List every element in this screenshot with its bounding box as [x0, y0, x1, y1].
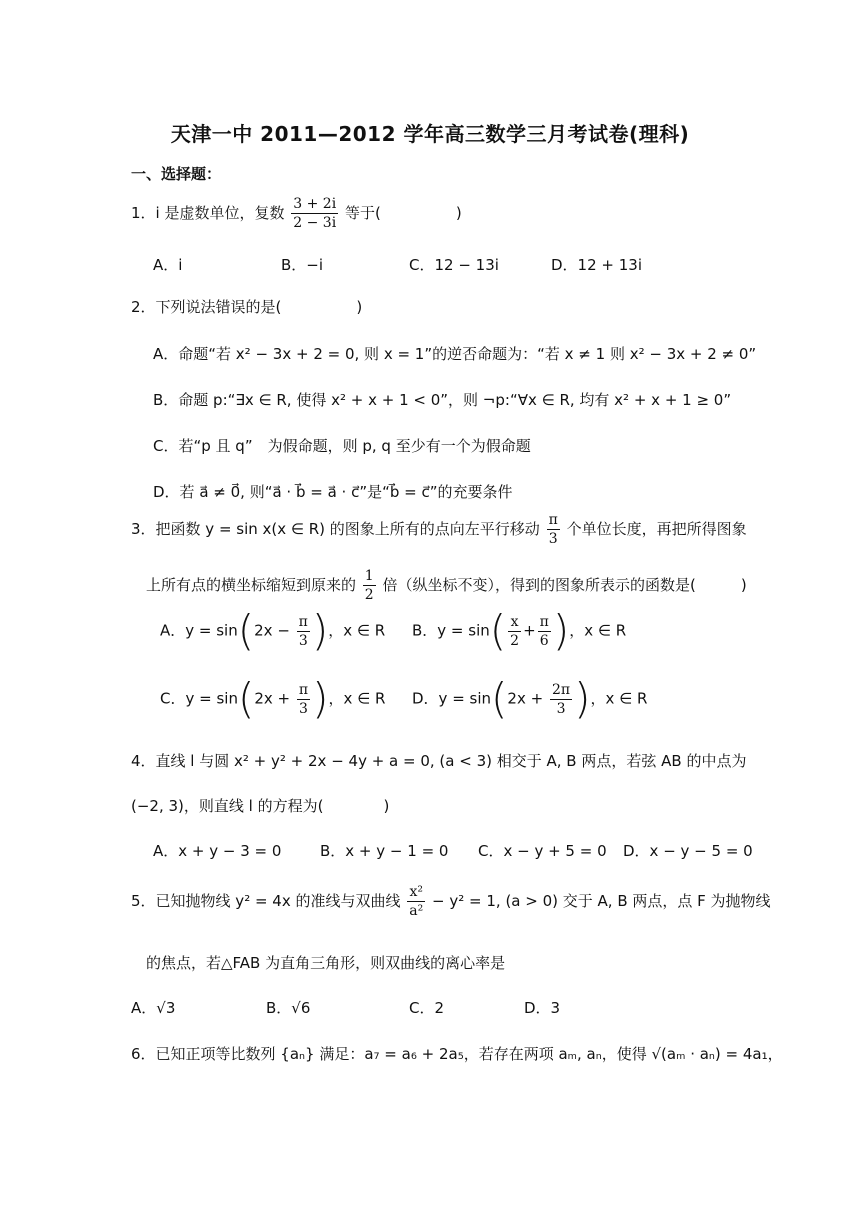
question-2-option-d: D．若 a⃗ ≠ 0⃗, 则“a⃗ · b⃗ = a⃗ · c⃗”是“b⃗ = c⃗”的充要条件 — [153, 483, 513, 501]
left-paren: ( — [237, 674, 255, 723]
fraction-denominator: 3 — [556, 700, 566, 717]
question-6-line-1: 6．已知正项等比数列 {aₙ} 满足：a₇ = a₆ + 2a₅，若存在两项 aₘ, aₙ，使得 √(aₘ · aₙ) = 4a₁， — [131, 1045, 783, 1063]
question-4-option-c: C．x − y + 5 = 0 — [478, 842, 607, 860]
left-paren: ( — [491, 674, 508, 723]
question-2-option-c: C．若“p 且 q” 为假命题，则 p, q 至少有一个为假命题 — [153, 437, 531, 455]
option-suffix: ，x ∈ R — [328, 689, 386, 708]
fraction-numerator: π — [298, 681, 309, 698]
option-fraction — [508, 613, 521, 650]
fraction-numerator: 1 — [364, 568, 374, 584]
fraction-numerator: 2π — [551, 681, 571, 698]
left-paren: ( — [489, 606, 507, 655]
question-1-fraction — [291, 195, 338, 232]
question-3-text-end: 个单位长度，再把所得图象 — [566, 520, 747, 538]
left-paren: ( — [237, 606, 255, 655]
fraction-denominator: 2 — [364, 587, 374, 603]
question-5-option-c: C．2 — [409, 999, 445, 1017]
option-prefix: C．y = sin — [160, 689, 238, 708]
question-1-option-a: A．i — [153, 256, 183, 274]
question-3-fraction-shift — [547, 511, 560, 548]
question-1-option-d: D．12 + 13i — [551, 256, 642, 274]
fraction-numerator: π — [539, 613, 549, 630]
question-4-line-2: (−2, 3)，则直线 l 的方程为( ) — [131, 797, 390, 815]
question-3-option-b — [412, 606, 627, 655]
question-4-line-1: 4．直线 l 与圆 x² + y² + 2x − 4y + a = 0, (a < 3) 相交于 A, B 两点，若弦 AB 的中点为 — [131, 752, 747, 770]
option-prefix: A．y = sin — [160, 621, 238, 640]
fraction-numerator: π — [298, 613, 308, 630]
right-paren: ) — [574, 674, 591, 723]
question-3-line-1 — [131, 511, 747, 548]
fraction-denominator: 2 − 3i — [293, 215, 337, 231]
fraction-numerator: x² — [407, 883, 425, 902]
question-4-option-b: B．x + y − 1 = 0 — [320, 842, 449, 860]
option-suffix: ，x ∈ R — [328, 621, 386, 640]
question-1-text: 1．i 是虚数单位，复数 — [131, 204, 285, 222]
exam-title: 天津一中 2011—2012 学年高三数学三月考试卷(理科) — [170, 122, 690, 146]
option-fraction — [550, 681, 572, 718]
question-3-line-2 — [146, 567, 747, 604]
question-3-fraction-scale — [363, 567, 376, 604]
question-4-option-a: A．x + y − 3 = 0 — [153, 842, 282, 860]
question-5-fraction — [407, 883, 425, 920]
option-fraction — [538, 613, 551, 650]
fraction-numerator: π — [548, 512, 558, 528]
right-paren: ) — [552, 606, 570, 655]
right-paren: ) — [312, 674, 329, 723]
fraction-numerator: 3 + 2i — [293, 196, 337, 212]
question-5-text: 5．已知抛物线 y² = 4x 的准线与双曲线 — [131, 892, 401, 910]
question-3-option-c — [160, 674, 386, 723]
question-2-stem: 2．下列说法错误的是( ) — [131, 298, 363, 316]
question-2-option-a: A．命题“若 x² − 3x + 2 = 0, 则 x = 1”的逆否命题为：“若 x ≠ 1 则 x² − 3x + 2 ≠ 0” — [153, 345, 757, 363]
question-5-option-b: B．√6 — [266, 999, 311, 1017]
option-operator: + — [523, 621, 536, 640]
fraction-denominator: 3 — [299, 700, 308, 717]
option-inner: 2x + — [254, 689, 291, 708]
question-5-line-1 — [131, 883, 771, 920]
question-5-line-2: 的焦点，若△FAB 为直角三角形，则双曲线的离心率是 — [146, 954, 506, 972]
fraction-denominator: 2 — [510, 632, 520, 649]
question-1-option-b: B．−i — [281, 256, 324, 274]
option-suffix: ，x ∈ R — [590, 689, 648, 708]
question-3-option-a — [160, 606, 386, 655]
question-3-text-end: 倍（纵坐标不变），得到的图象所表示的函数是( ) — [382, 576, 747, 594]
question-3-text: 上所有点的横坐标缩短到原来的 — [146, 576, 357, 594]
question-3-option-d — [412, 674, 648, 723]
option-fraction — [297, 613, 310, 650]
fraction-denominator: a² — [409, 903, 424, 919]
question-1-text-end: 等于( ) — [344, 204, 462, 222]
fraction-denominator: 6 — [539, 632, 549, 649]
right-paren: ) — [311, 606, 329, 655]
option-inner: 2x − — [254, 621, 290, 640]
fraction-denominator: 3 — [298, 632, 308, 649]
question-3-text: 3．把函数 y = sin x(x ∈ R) 的图象上所有的点向左平行移动 — [131, 520, 540, 538]
question-1-stem — [131, 195, 462, 232]
question-5-text-end: − y² = 1, (a > 0) 交于 A, B 两点，点 F 为抛物线 — [432, 892, 771, 910]
section-heading: 一、选择题： — [131, 165, 222, 183]
question-1-option-c: C．12 − 13i — [409, 256, 499, 274]
question-4-option-d: D．x − y − 5 = 0 — [623, 842, 753, 860]
option-prefix: D．y = sin — [412, 689, 492, 708]
question-2-option-b: B．命题 p:“∃x ∈ R, 使得 x² + x + 1 < 0”，则 ¬p:“∀x ∈ R, 均有 x² + x + 1 ≥ 0” — [153, 391, 732, 409]
option-fraction — [297, 681, 310, 718]
option-suffix: ，x ∈ R — [569, 621, 627, 640]
question-5-option-a: A．√3 — [131, 999, 176, 1017]
option-prefix: B．y = sin — [412, 621, 490, 640]
fraction-denominator: 3 — [548, 531, 558, 547]
fraction-numerator: x — [508, 613, 521, 632]
option-inner: 2x + — [507, 689, 544, 708]
question-5-option-d: D．3 — [524, 999, 561, 1017]
